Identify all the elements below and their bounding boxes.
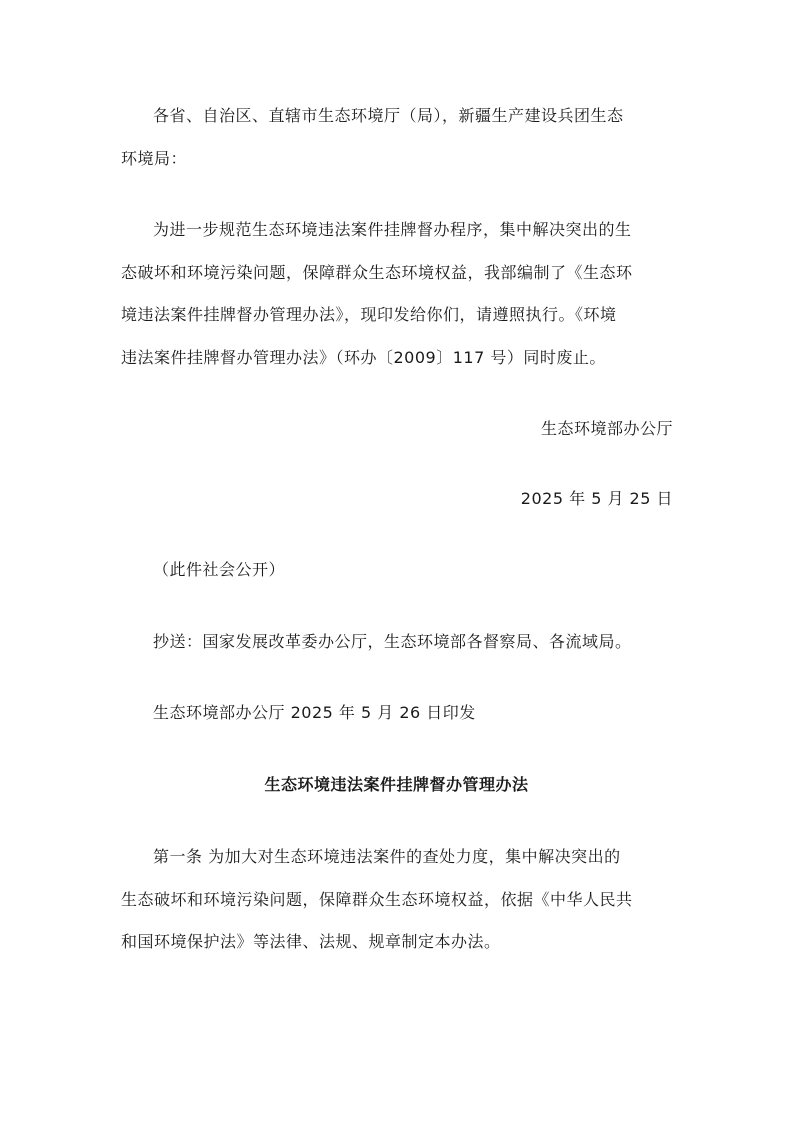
public-note: （此件社会公开）	[153, 560, 286, 579]
body-line-2: 态破坏和环境污染问题，保障群众生态环境权益，我部编制了《生态环	[121, 263, 633, 282]
article1-line-2: 生态破坏和环境污染问题，保障群众生态环境权益，依据《中华人民共	[121, 890, 633, 909]
body-line-3: 境违法案件挂牌督办管理办法》，现印发给你们，请遵照执行。《环境	[121, 305, 617, 324]
body-line-1: 为进一步规范生态环境违法案件挂牌督办程序，集中解决突出的生	[153, 220, 632, 239]
regulation-title: 生态环境违法案件挂牌督办管理办法	[264, 775, 529, 794]
issuer-name: 生态环境部办公厅	[540, 419, 673, 438]
cc-line: 抄送：国家发展改革委办公厅，生态环境部各督察局、各流域局。	[153, 632, 632, 651]
salutation-line-1: 各省、自治区、直辖市生态环境厅（局），新疆生产建设兵团生态	[153, 106, 624, 125]
article1-line-1: 第一条 为加大对生态环境违法案件的查处力度，集中解决突出的	[153, 847, 621, 866]
issue-date: 2025 年 5 月 25 日	[520, 489, 673, 508]
article1-line-3: 和国环境保护法》等法律、法规、规章制定本办法。	[121, 932, 501, 951]
printed-line: 生态环境部办公厅 2025 年 5 月 26 日印发	[153, 703, 476, 722]
body-line-4: 违法案件挂牌督办管理办法》（环办〔2009〕117 号）同时废止。	[121, 348, 606, 367]
salutation-line-2: 环境局：	[121, 149, 188, 168]
